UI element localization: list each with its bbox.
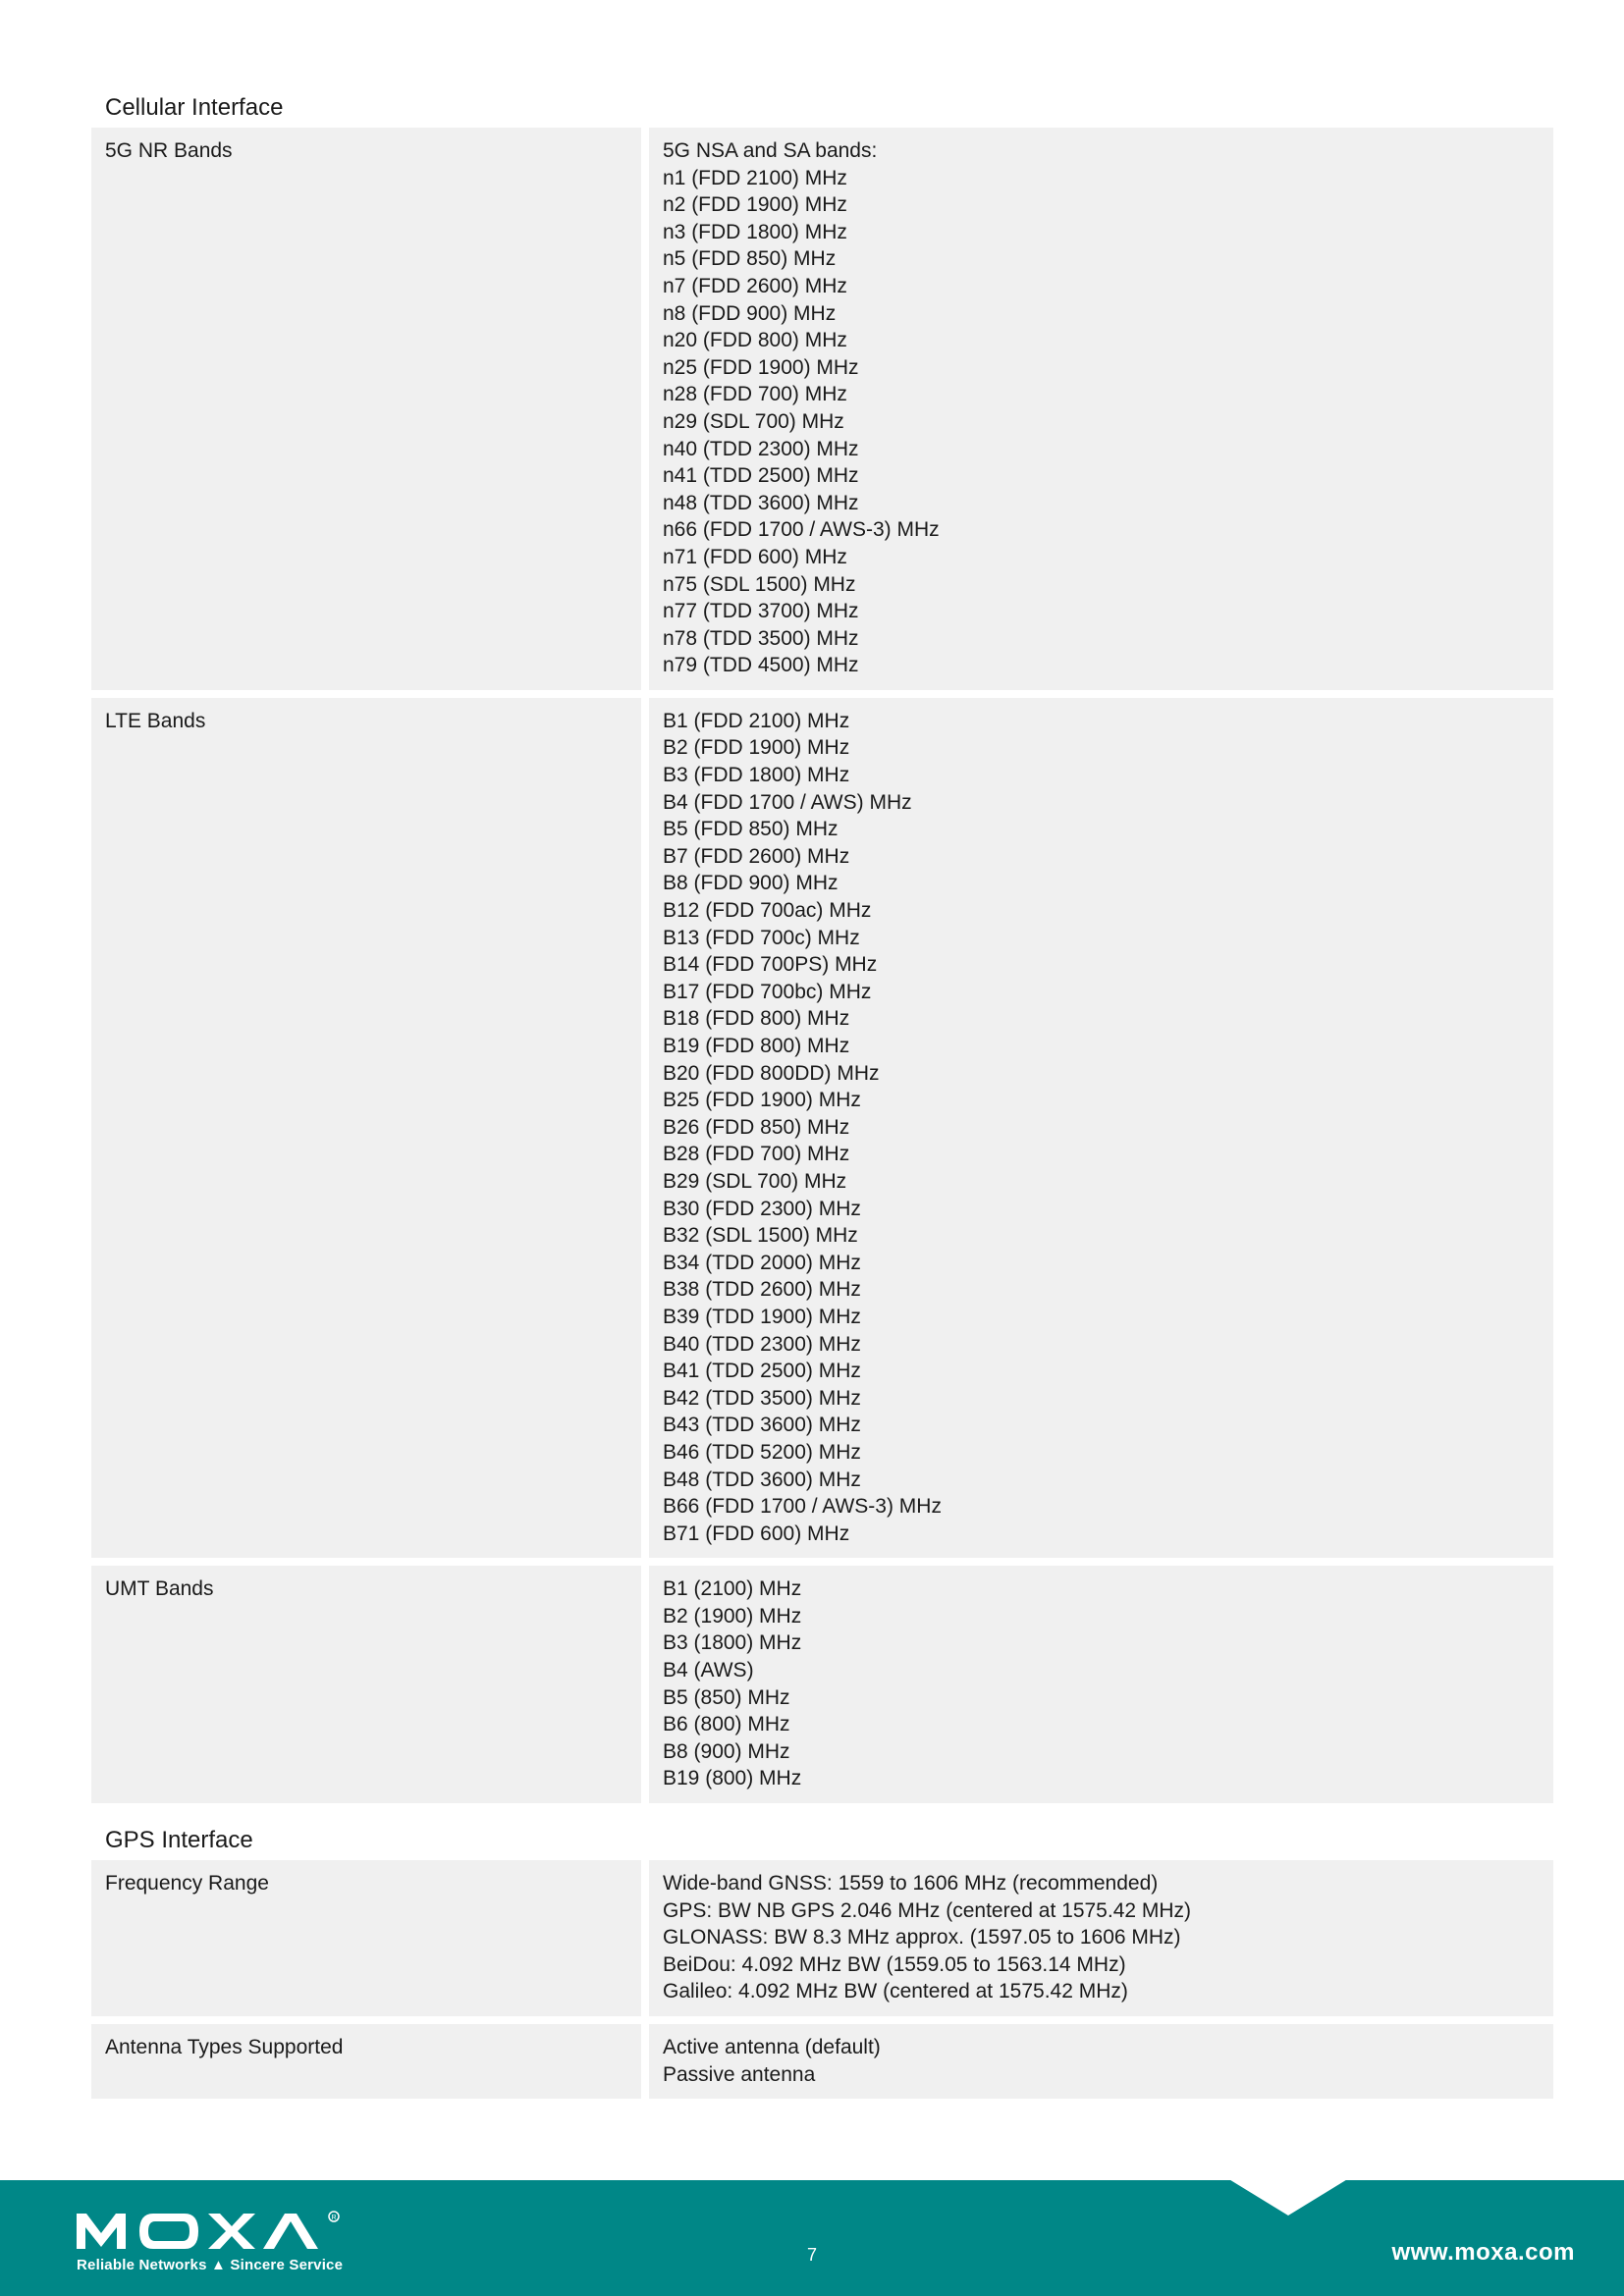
spec-value-line: B43 (TDD 3600) MHz	[663, 1414, 861, 1437]
spec-value	[649, 1860, 1553, 2016]
spec-value-line: n75 (SDL 1500) MHz	[663, 572, 856, 596]
spec-value-line: B28 (FDD 700) MHz	[663, 1143, 850, 1166]
spec-value-line: BeiDou: 4.092 MHz BW (1559.05 to 1563.14 MHz)	[663, 1952, 1126, 1976]
footer-notch	[1227, 2178, 1349, 2216]
footer-tagline: Reliable Networks ▲ Sincere Service	[77, 2257, 344, 2273]
spec-value-line: 5G NSA and SA bands:	[663, 139, 878, 162]
spec-value-line: B6 (800) MHz	[663, 1713, 790, 1736]
spec-value-line: B42 (TDD 3500) MHz	[663, 1386, 861, 1410]
spec-value-line: B66 (FDD 1700 / AWS-3) MHz	[663, 1495, 942, 1519]
spec-value-line: B26 (FDD 850) MHz	[663, 1115, 850, 1139]
spec-value-line: B8 (FDD 900) MHz	[663, 872, 839, 895]
spec-value-line: B4 (FDD 1700 / AWS) MHz	[663, 790, 912, 814]
spec-label: LTE Bands	[91, 698, 641, 1558]
spec-value-line: B12 (FDD 700ac) MHz	[663, 899, 872, 923]
spec-row-5g-nr-bands	[91, 128, 1553, 690]
spec-value-line: n20 (FDD 800) MHz	[663, 329, 847, 352]
spec-value-line: B29 (SDL 700) MHz	[663, 1169, 847, 1193]
spec-value-line: B19 (FDD 800) MHz	[663, 1035, 850, 1057]
spec-value-line: B32 (SDL 1500) MHz	[663, 1224, 858, 1248]
spec-value-line: B34 (TDD 2000) MHz	[663, 1251, 861, 1274]
spec-value-line: Galileo: 4.092 MHz BW (centered at 1575.42 MHz)	[663, 1980, 1128, 2003]
spec-value-line: B25 (FDD 1900) MHz	[663, 1089, 861, 1112]
svg-text:R: R	[331, 2215, 337, 2221]
spec-value-line: B38 (TDD 2600) MHz	[663, 1278, 861, 1302]
spec-value-line: B13 (FDD 700c) MHz	[663, 926, 860, 949]
spec-value	[649, 128, 1553, 690]
spec-value-line: B2 (FDD 1900) MHz	[663, 736, 850, 760]
spec-value-line: Passive antenna	[663, 2062, 816, 2086]
spec-value-line: n8 (FDD 900) MHz	[663, 301, 837, 325]
spec-row-umt-bands	[91, 1566, 1553, 1803]
spec-value	[649, 2024, 1553, 2099]
spec-content	[91, 90, 1553, 2107]
spec-value-line: n5 (FDD 850) MHz	[663, 247, 837, 271]
spec-value-line: n2 (FDD 1900) MHz	[663, 193, 847, 217]
spec-value-line: B1 (2100) MHz	[663, 1577, 802, 1601]
spec-row-frequency-range	[91, 1860, 1553, 2016]
spec-value-line: n1 (FDD 2100) MHz	[663, 166, 847, 189]
spec-value-line: B30 (FDD 2300) MHz	[663, 1197, 861, 1220]
gps-spec-table	[91, 1860, 1553, 2099]
spec-value-line: n48 (TDD 3600) MHz	[663, 491, 859, 514]
spec-value-line: B40 (TDD 2300) MHz	[663, 1332, 861, 1356]
spec-value-line: B3 (1800) MHz	[663, 1631, 802, 1655]
spec-row-antenna-types	[91, 2024, 1553, 2099]
spec-value-line: B5 (FDD 850) MHz	[663, 818, 839, 841]
section-title-cellular: Cellular Interface	[105, 94, 284, 121]
spec-label: Frequency Range	[91, 1860, 641, 2016]
spec-label: Antenna Types Supported	[91, 2024, 641, 2099]
spec-value-line: B4 (AWS)	[663, 1659, 754, 1682]
spec-value-line: GLONASS: BW 8.3 MHz approx. (1597.05 to 1606 MHz)	[663, 1926, 1181, 1949]
spec-value	[649, 1566, 1553, 1803]
spec-value-line: B17 (FDD 700bc) MHz	[663, 980, 872, 1003]
spec-value-line: Active antenna (default)	[663, 2036, 881, 2058]
spec-value-line: n40 (TDD 2300) MHz	[663, 437, 859, 460]
spec-value-line: n29 (SDL 700) MHz	[663, 409, 844, 433]
page-number: 7	[806, 2245, 817, 2265]
spec-label: 5G NR Bands	[91, 128, 641, 690]
spec-value-line: B2 (1900) MHz	[663, 1604, 802, 1628]
page-footer	[0, 2180, 1624, 2296]
spec-value-line: B39 (TDD 1900) MHz	[663, 1305, 861, 1328]
spec-value-line: n78 (TDD 3500) MHz	[663, 626, 859, 650]
spec-row-lte-bands	[91, 698, 1553, 1558]
spec-value-line: n71 (FDD 600) MHz	[663, 545, 847, 568]
spec-value-line: n28 (FDD 700) MHz	[663, 383, 847, 406]
spec-value-line: B48 (TDD 3600) MHz	[663, 1468, 861, 1491]
spec-value-line: GPS: BW NB GPS 2.046 MHz (centered at 1575.42 MHz)	[663, 1898, 1192, 1922]
spec-value-line: B7 (FDD 2600) MHz	[663, 844, 850, 868]
spec-value-line: B71 (FDD 600) MHz	[663, 1522, 850, 1545]
section-title-gps: GPS Interface	[105, 1827, 253, 1854]
spec-value-line: n66 (FDD 1700 / AWS-3) MHz	[663, 518, 940, 542]
website-link[interactable]: www.moxa.com	[1391, 2239, 1575, 2266]
spec-value-line: n77 (TDD 3700) MHz	[663, 600, 859, 623]
spec-value-line: B18 (FDD 800) MHz	[663, 1007, 850, 1031]
spec-value-line: n79 (TDD 4500) MHz	[663, 654, 859, 677]
spec-value-line: B46 (TDD 5200) MHz	[663, 1440, 861, 1464]
spec-value-line: n25 (FDD 1900) MHz	[663, 355, 859, 379]
spec-value-line: B8 (900) MHz	[663, 1739, 790, 1763]
spec-value-line: n7 (FDD 2600) MHz	[663, 274, 847, 297]
spec-value	[649, 698, 1553, 1558]
spec-value-line: n41 (TDD 2500) MHz	[663, 464, 859, 488]
spec-value-line: n3 (FDD 1800) MHz	[663, 220, 847, 243]
cellular-spec-table	[91, 128, 1553, 1803]
spec-value-line: B1 (FDD 2100) MHz	[663, 709, 850, 732]
spec-label: UMT Bands	[91, 1566, 641, 1803]
spec-value-line: B3 (FDD 1800) MHz	[663, 764, 850, 787]
spec-value-line: B41 (TDD 2500) MHz	[663, 1360, 861, 1383]
spec-value-line: B20 (FDD 800DD) MHz	[663, 1061, 880, 1085]
spec-value-line: B19 (800) MHz	[663, 1767, 802, 1790]
spec-value-line: B5 (850) MHz	[663, 1685, 790, 1709]
spec-value-line: B14 (FDD 700PS) MHz	[663, 953, 878, 977]
spec-value-line: Wide-band GNSS: 1559 to 1606 MHz (recommended)	[663, 1872, 1159, 1896]
